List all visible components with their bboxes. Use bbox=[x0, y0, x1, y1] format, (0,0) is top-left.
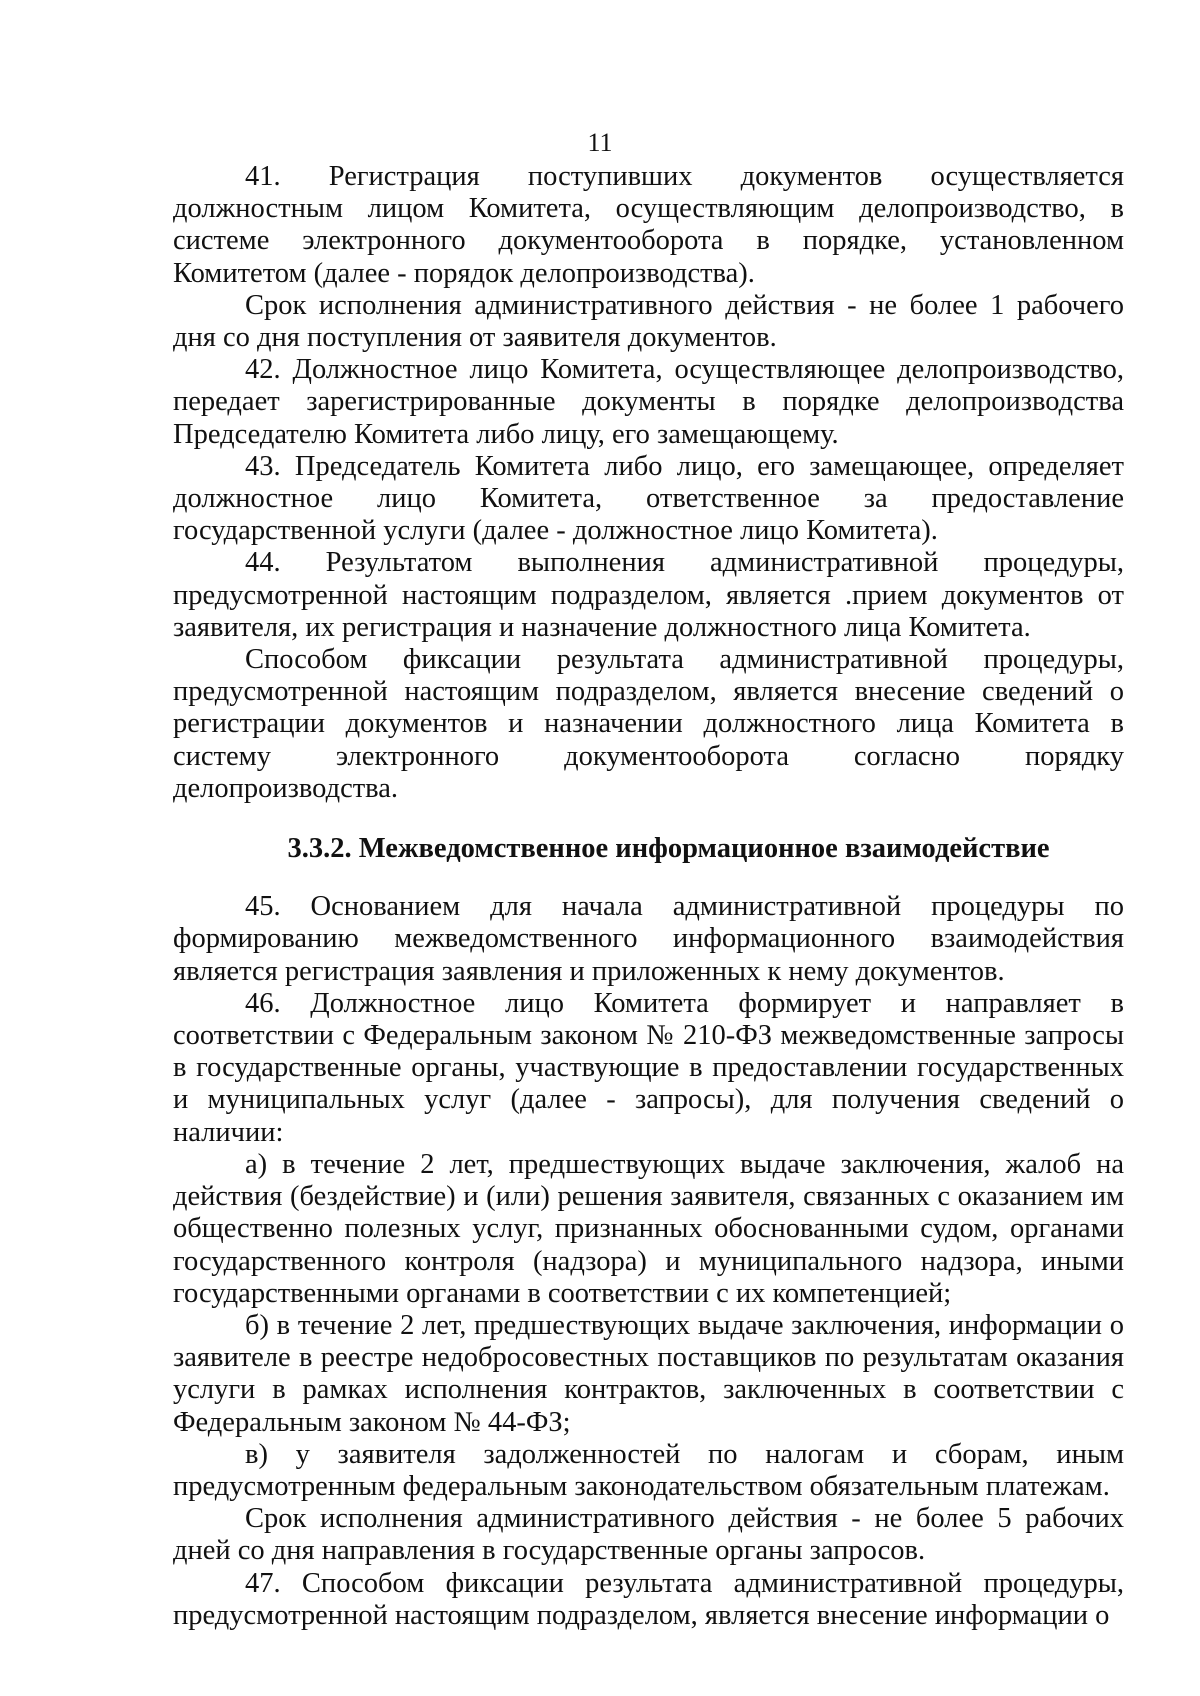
paragraph-46-v: в) у заявителя задолженностей по налогам и сборам, иным предусмотренным федеральным законодательством обязательным платежам. bbox=[173, 1438, 1124, 1502]
paragraph-46-deadline: Срок исполнения административного действия - не более 5 рабочих дней со дня направления в государственные органы запросов. bbox=[173, 1503, 1124, 1567]
page-number: 11 bbox=[587, 128, 613, 157]
section-heading: 3.3.2. Межведомственное информационное взаимодействие bbox=[287, 833, 1050, 865]
document-body bbox=[173, 161, 1124, 1632]
paragraph-46-b: б) в течение 2 лет, предшествующих выдаче заключения, информации о заявителе в реестре недобросовестных поставщиков по результатам оказания услуги в рамках исполнения контрактов, заключенных в соответствии с Федеральным законом № 44-ФЗ; bbox=[173, 1309, 1124, 1438]
paragraph-42: 42. Должностное лицо Комитета, осуществляющее делопроизводство, передает зарегистрированные документы в порядке делопроизводства Председателю Комитета либо лицу, его замещающему. bbox=[173, 354, 1124, 450]
paragraph-44: 44. Результатом выполнения административной процедуры, предусмотренной настоящим подразделом, является .прием документов от заявителя, их регистрация и назначение должностного лица Комитета. bbox=[173, 547, 1124, 643]
paragraph-43: 43. Председатель Комитета либо лицо, его замещающее, определяет должностное лицо Комитета, ответственное за предоставление государственной услуги (далее - должностное лицо Комитета). bbox=[173, 450, 1124, 547]
paragraph-41-deadline: Срок исполнения административного действия - не более 1 рабочего дня со дня поступления от заявителя документов. bbox=[173, 289, 1124, 354]
paragraph-45: 45. Основанием для начала административной процедуры по формированию межведомственного информационного взаимодействия является регистрация заявления и приложенных к нему документов. bbox=[173, 891, 1124, 987]
paragraph-46: 46. Должностное лицо Комитета формирует и направляет в соответствии с Федеральным законом № 210-ФЗ межведомственные запросы в государственные органы, участвующие в предоставлении государственных и муниципальных услуг (далее - запросы), для получения сведений о наличии: bbox=[173, 987, 1124, 1148]
paragraph-41: 41. Регистрация поступивших документов осуществляется должностным лицом Комитета, осуществляющим делопроизводство, в системе электронного документооборота в порядке, установленном Комитетом (далее - порядок делопроизводства). bbox=[173, 161, 1124, 289]
paragraph-44-fixation: Способом фиксации результата административной процедуры, предусмотренной настоящим подразделом, является внесение сведений о регистрации документов и назначении должностного лица Комитета в систему электронного документооборота согласно порядку делопроизводства. bbox=[173, 644, 1124, 804]
paragraph-46-a: а) в течение 2 лет, предшествующих выдаче заключения, жалоб на действия (бездействие) и (или) решения заявителя, связанных с оказанием им общественно полезных услуг, признанных обоснованными судом, органами государственного контроля (надзора) и муниципального надзора, иными государственными органами в соответствии с их компетенцией; bbox=[173, 1148, 1124, 1309]
paragraph-47: 47. Способом фиксации результата административной процедуры, предусмотренной настоящим подразделом, является внесение информации о bbox=[173, 1567, 1124, 1631]
